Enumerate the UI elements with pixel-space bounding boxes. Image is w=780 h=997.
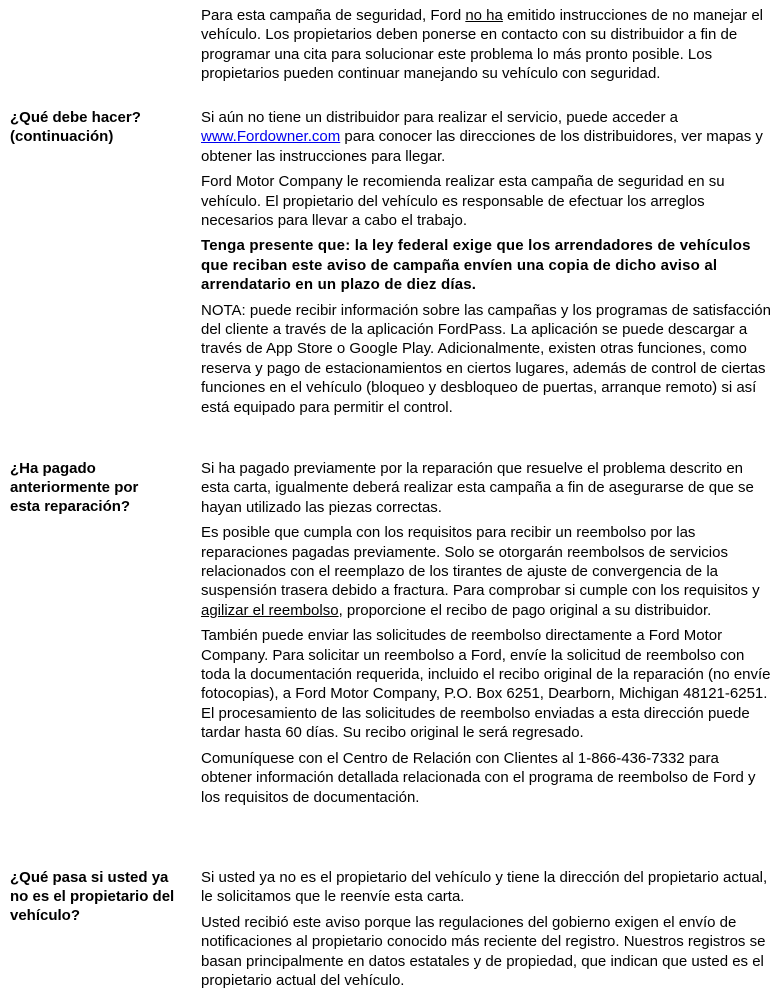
text-span: emitido instrucciones de no manejar el vehículo. Los propietarios deben ponerse en contacto con su distribuidor a fin de programar una cita para solucionar este problema lo más pronto posible. Los propietarios pueden continuar manejando su vehículo con seguridad. (201, 7, 764, 83)
text-span: Para esta campaña de seguridad, Ford (201, 7, 466, 24)
paragraph: Comuníquese con el Centro de Relación con Clientes al 1-866-436-7332 para obtener información detallada relacionada con el programa de reembolso de Ford y los requisitos de documentación. (201, 749, 756, 806)
answer-column (201, 868, 771, 996)
question-line: ¿Qué debe hacer? (10, 109, 141, 126)
text-span: para conocer las direcciones de los distribuidores, ver mapas y obtener las instrucciones para llegar. (201, 128, 763, 165)
paragraph: Si ha pagado previamente por la reparación que resuelve el problema descrito en esta carta, igualmente deberá realizar esta campaña a fin de asegurarse de que se hayan utilizado las piezas correctas. (201, 460, 754, 516)
answer-column (201, 459, 771, 813)
underlined-text: agilizar el reembolso (201, 601, 339, 619)
answer-column (201, 6, 771, 90)
paragraph: Usted recibió este aviso porque las regulaciones del gobierno exigen el envío de notificaciones al propietario conocido más reciente del registro. Nuestros registros se basan principalmente en datos estatales y de propiedad, que indican que usted es el propietario actual del vehículo. (201, 913, 766, 990)
question-heading: ¿Ha pagado anteriormente por esta reparación? (10, 460, 139, 515)
paragraph: NOTA: puede recibir información sobre las campañas y los programas de satisfacción del cliente a través de la aplicación FordPass. La aplicación se puede descargar a través de App Store o Google Play. Adicionalmente, existen otras funciones, como reserva y pago de estacionamientos en ciertos lugares, además de control de ciertas funciones en el vehículo (bloqueo y desbloqueo de puertas, arranque remoto) si así está equipado para permitir el control. (201, 301, 771, 416)
paragraph: Si usted ya no es el propietario del vehículo y tiene la dirección del propietario actual, le solicitamos que le reenvíe esta carta. (201, 869, 768, 906)
question-line: (continuación) (10, 128, 114, 145)
paragraph: También puede enviar las solicitudes de reembolso directamente a Ford Motor Company. Para solicitar un reembolso a Ford, envíe la solicitud de reembolso con toda la documentación requerida, incluido el recibo original de la reparación (no envíe fotocopias), a Ford Motor Company, P.O. Box 6251, Dearborn, Michigan 48121-6251. El procesamiento de las solicitudes de reembolso enviadas a esta dirección puede tardar hasta 60 días. Su recibo original le será regresado. (201, 627, 771, 742)
paragraph (201, 6, 771, 84)
paragraph: Ford Motor Company le recomienda realizar esta campaña de seguridad en su vehículo. El propietario del vehículo es responsable de efectuar los arreglos necesarios para llevar a cabo el trabajo. (201, 173, 725, 230)
text-span: Es posible que cumpla con los requisitos para recibir un reembolso por las reparaciones pagadas previamente. Solo se otorgarán reembolsos de servicios relacionados con el reemplazo de los tirantes de ajuste de convergencia de la suspensión trasera debido a fractura. Para comprobar si cumple con los requisitos y (201, 524, 760, 600)
paragraph (201, 108, 771, 166)
underlined-text: no ha (465, 7, 503, 24)
answer-column (201, 108, 771, 423)
paragraph (201, 523, 771, 620)
question-heading (10, 108, 190, 146)
text-span: , proporcione el recibo de pago original a su distribuidor. (338, 601, 712, 619)
text-span: Si aún no tiene un distribuidor para realizar el servicio, puede acceder a (201, 109, 678, 126)
question-heading: ¿Qué pasa si usted ya no es el propietario del vehículo? (10, 869, 175, 924)
fordowner-link[interactable]: www.Fordowner.com (201, 128, 341, 146)
bold-notice: Tenga presente que: la ley federal exige que los arrendadores de vehículos que reciban este aviso de campaña envíen una copia de dicho aviso al arrendatario en un plazo de diez días. (201, 237, 751, 294)
